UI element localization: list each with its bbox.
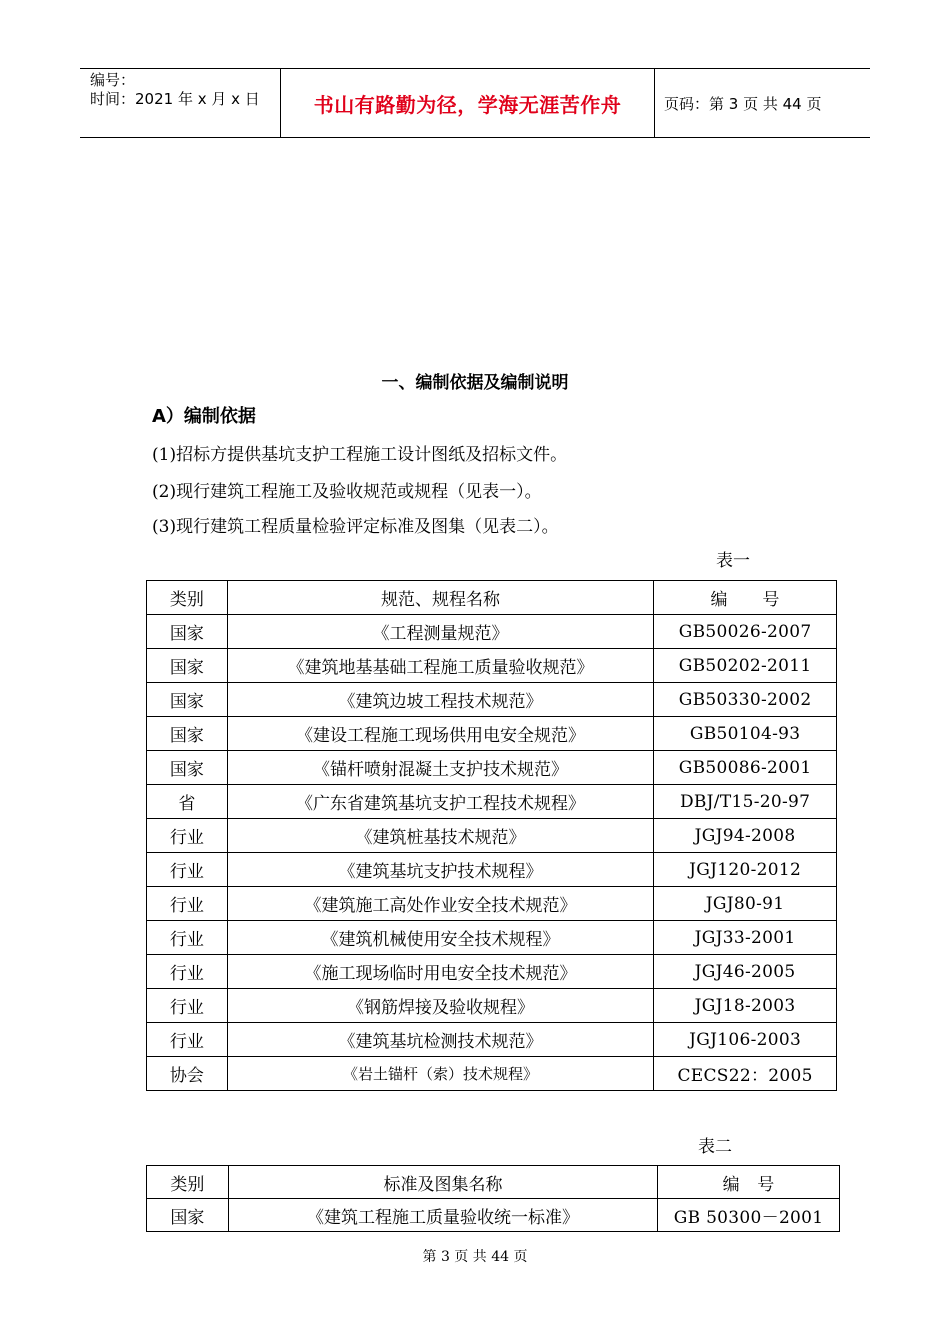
page-header xyxy=(80,68,870,138)
table-row xyxy=(147,1199,840,1232)
category-cell: 行业 xyxy=(147,819,228,853)
paragraph-2: (2)现行建筑工程施工及验收规范或规程（见表一）。 xyxy=(152,482,542,502)
table-row xyxy=(147,649,837,683)
category-cell: 行业 xyxy=(147,853,228,887)
code-cell: JGJ94-2008 xyxy=(654,819,837,853)
code-cell: GB50104-93 xyxy=(654,717,837,751)
table-row xyxy=(147,1023,837,1057)
title-cell: 《建筑基坑支护技术规程》 xyxy=(227,853,653,887)
title-cell: 《建筑基坑检测技术规范》 xyxy=(227,1023,653,1057)
table-row xyxy=(147,717,837,751)
paragraph-1: (1)招标方提供基坑支护工程施工设计图纸及招标文件。 xyxy=(152,445,568,465)
title-cell: 《建设工程施工现场供用电安全规范》 xyxy=(227,717,653,751)
code-cell: JGJ80-91 xyxy=(654,887,837,921)
code-cell: JGJ18-2003 xyxy=(654,989,837,1023)
title-cell: 《锚杆喷射混凝土支护技术规范》 xyxy=(227,751,653,785)
category-cell: 行业 xyxy=(147,1023,228,1057)
category-cell: 协会 xyxy=(147,1057,228,1091)
category-cell: 行业 xyxy=(147,887,228,921)
code-cell: GB50330-2002 xyxy=(654,683,837,717)
standards-table-1 xyxy=(146,580,837,1091)
code-cell: GB50202-2011 xyxy=(654,649,837,683)
title-cell: 《施工现场临时用电安全技术规范》 xyxy=(227,955,653,989)
document-time-label: 时间：2021 年 x 月 x 日 xyxy=(90,90,260,108)
table1-caption: 表一 xyxy=(716,551,750,571)
category-cell: 行业 xyxy=(147,955,228,989)
header-category-cell: 类别 xyxy=(147,1166,229,1199)
code-cell: CECS22：2005 xyxy=(654,1057,837,1091)
header-motto-cell xyxy=(280,69,655,137)
header-title-cell: 标准及图集名称 xyxy=(228,1166,657,1199)
header-page-info: 页码：第 3 页 共 44 页 xyxy=(664,94,822,113)
code-cell: GB50086-2001 xyxy=(654,751,837,785)
page-footer: 第 3 页 共 44 页 xyxy=(422,1249,528,1265)
table-row xyxy=(147,887,837,921)
header-meta xyxy=(80,69,280,137)
code-cell: JGJ33-2001 xyxy=(654,921,837,955)
table2-caption: 表二 xyxy=(698,1137,732,1157)
code-cell: JGJ120-2012 xyxy=(654,853,837,887)
section-title: 一、编制依据及编制说明 xyxy=(381,373,569,393)
category-cell: 国家 xyxy=(147,683,228,717)
table-row xyxy=(147,853,837,887)
header-motto: 书山有路勤为径，学海无涯苦作舟 xyxy=(313,92,622,117)
category-cell: 国家 xyxy=(147,1199,229,1232)
code-cell: JGJ106-2003 xyxy=(654,1023,837,1057)
header-title-cell: 规范、规程名称 xyxy=(227,581,653,615)
title-cell: 《建筑地基基础工程施工质量验收规范》 xyxy=(227,649,653,683)
header-category-cell: 类别 xyxy=(147,581,228,615)
code-cell: JGJ46-2005 xyxy=(654,955,837,989)
title-cell: 《建筑施工高处作业安全技术规范》 xyxy=(227,887,653,921)
standards-table-2 xyxy=(146,1165,840,1232)
table-row xyxy=(147,1057,837,1091)
subsection-title: A）编制依据 xyxy=(152,406,256,427)
category-cell: 国家 xyxy=(147,751,228,785)
table-row xyxy=(147,955,837,989)
table-row xyxy=(147,989,837,1023)
category-cell: 行业 xyxy=(147,921,228,955)
category-cell: 行业 xyxy=(147,989,228,1023)
header-code-cell: 编 号 xyxy=(658,1166,840,1199)
code-cell: DBJ/T15-20-97 xyxy=(654,785,837,819)
table-row xyxy=(147,921,837,955)
header-code-cell: 编 号 xyxy=(654,581,837,615)
title-cell: 《建筑工程施工质量验收统一标准》 xyxy=(228,1199,657,1232)
title-cell: 《广东省建筑基坑支护工程技术规程》 xyxy=(227,785,653,819)
document-number-label: 编号： xyxy=(90,71,136,89)
table-row xyxy=(147,683,837,717)
category-cell: 国家 xyxy=(147,717,228,751)
code-cell: GB 50300－2001 xyxy=(658,1199,840,1232)
title-cell: 《钢筋焊接及验收规程》 xyxy=(227,989,653,1023)
table-row xyxy=(147,615,837,649)
category-cell: 国家 xyxy=(147,615,228,649)
table-header-row xyxy=(147,581,837,615)
title-cell: 《建筑边坡工程技术规范》 xyxy=(227,683,653,717)
category-cell: 省 xyxy=(147,785,228,819)
paragraph-3: (3)现行建筑工程质量检验评定标准及图集（见表二）。 xyxy=(152,517,559,537)
category-cell: 国家 xyxy=(147,649,228,683)
table-header-row xyxy=(147,1166,840,1199)
table-row xyxy=(147,751,837,785)
code-cell: GB50026-2007 xyxy=(654,615,837,649)
title-cell: 《工程测量规范》 xyxy=(227,615,653,649)
title-cell: 《岩土锚杆（索）技术规程》 xyxy=(227,1057,653,1091)
title-cell: 《建筑机械使用安全技术规程》 xyxy=(227,921,653,955)
table-row xyxy=(147,785,837,819)
table-row xyxy=(147,819,837,853)
title-cell: 《建筑桩基技术规范》 xyxy=(227,819,653,853)
